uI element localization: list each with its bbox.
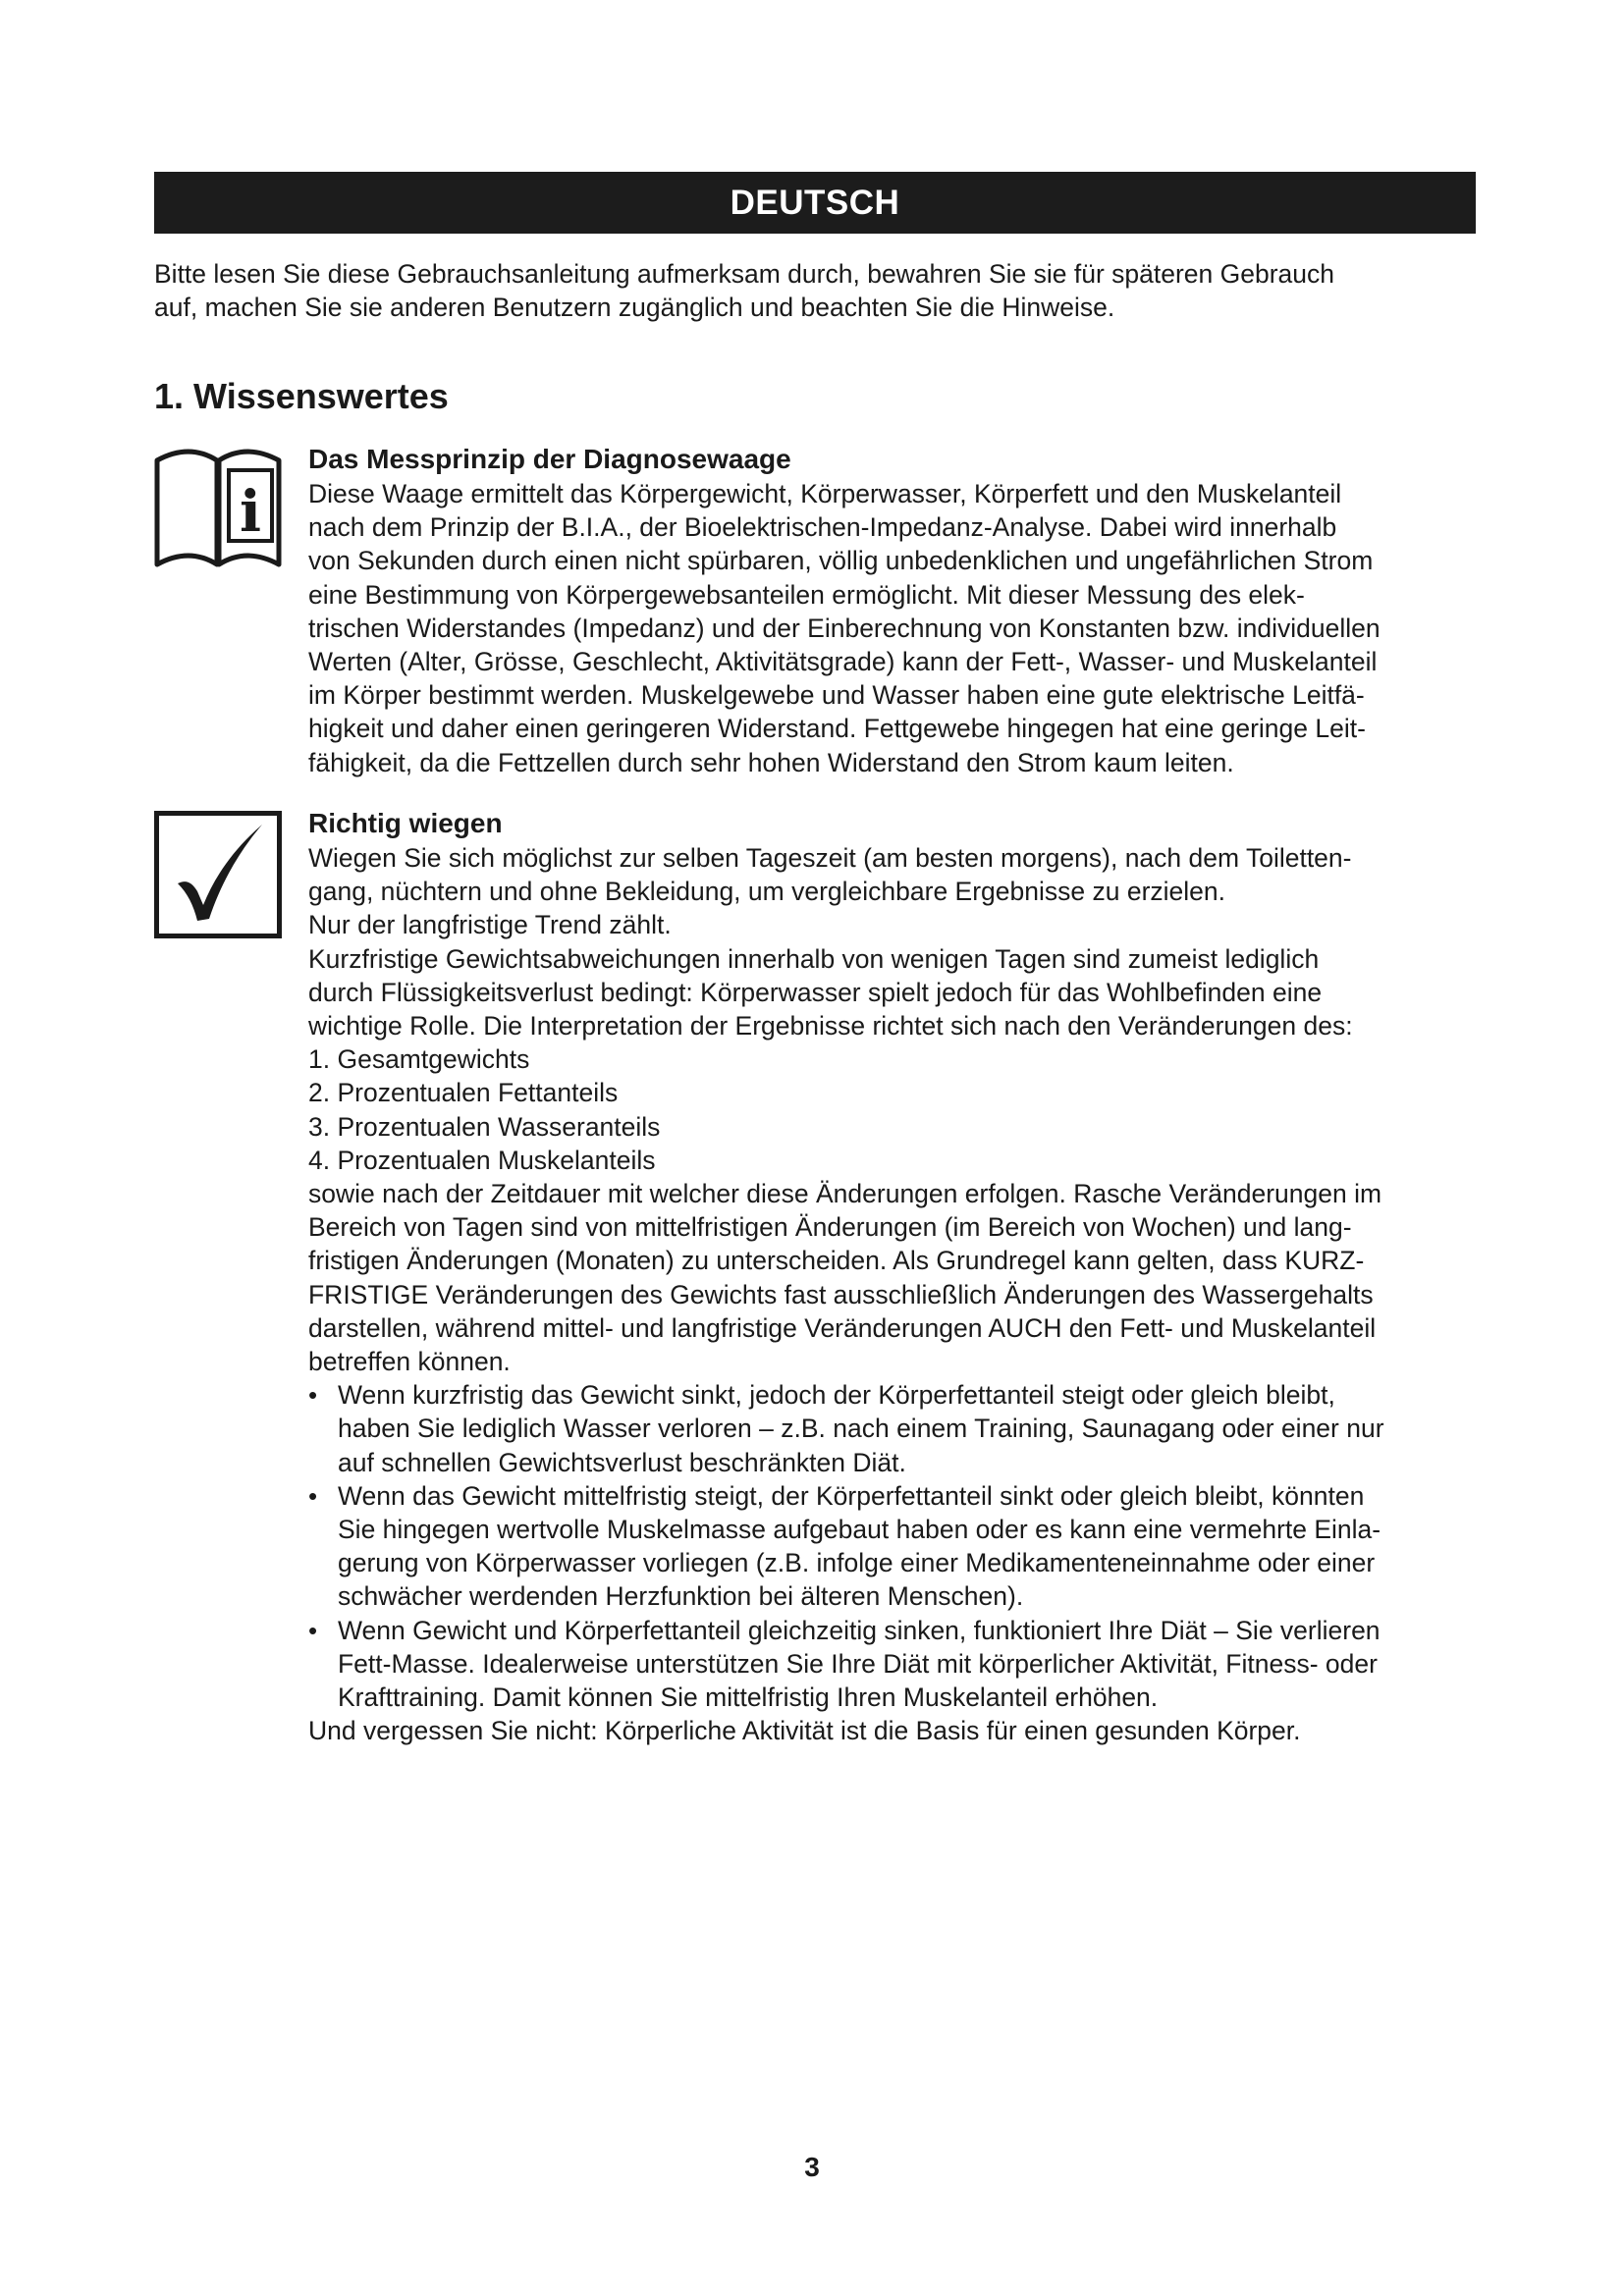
section-title: 1. Wissenswertes bbox=[154, 376, 449, 416]
bullet-item bbox=[308, 1614, 1487, 1715]
weighing-correctly-heading: Richtig wiegen bbox=[308, 808, 503, 838]
text-line: schwächer werdenden Herzfunktion bei älteren Menschen). bbox=[338, 1581, 1024, 1612]
page-number: 3 bbox=[804, 2152, 820, 2182]
closing-text bbox=[308, 1714, 1487, 1747]
text-line: FRISTIGE Veränderungen des Gewichts fast ausschließlich Änderungen des Wassergehalts bbox=[308, 1279, 1374, 1309]
text-line: Bereich von Tagen sind von mittelfristigen Änderungen (im Bereich von Wochen) und lang- bbox=[308, 1212, 1352, 1243]
numbered-item: 1. Gesamtgewichts bbox=[308, 1044, 530, 1075]
bullet-symbol: • bbox=[308, 1380, 318, 1411]
measurement-principle-section bbox=[308, 442, 1487, 779]
text-line: auf schnellen Gewichtsverlust beschränkten Diät. bbox=[338, 1447, 906, 1477]
bullet-symbol: • bbox=[308, 1480, 318, 1511]
svg-text:i: i bbox=[239, 478, 262, 545]
bullet-item bbox=[308, 1479, 1487, 1614]
measurement-principle-heading: Das Messprinzip der Diagnosewaage bbox=[308, 444, 791, 474]
text-line: Wenn Gewicht und Körperfettanteil gleichzeitig sinken, funktioniert Ihre Diät – Sie verlieren bbox=[338, 1615, 1380, 1645]
text-line: sowie nach der Zeitdauer mit welcher diese Änderungen erfolgen. Rasche Veränderungen im bbox=[308, 1179, 1382, 1209]
text-line: darstellen, während mittel- und langfristige Veränderungen AUCH den Fett- und Muskelanteil bbox=[308, 1312, 1377, 1343]
text-line: fähigkeit, da die Fettzellen durch sehr hohen Widerstand den Strom kaum leiten. bbox=[308, 747, 1234, 777]
text-line: trischen Widerstandes (Impedanz) und der Einberechnung von Konstanten bzw. individuellen bbox=[308, 613, 1380, 643]
text-line: Wenn das Gewicht mittelfristig steigt, der Körperfettanteil sinkt oder gleich bleibt, könnten bbox=[338, 1480, 1365, 1511]
text-line: Krafttraining. Damit können Sie mittelfristig Ihren Muskelanteil erhöhen. bbox=[338, 1682, 1159, 1713]
text-line: gerung von Körperwasser vorliegen (z.B. infolge einer Medikamenteneinnahme oder einer bbox=[338, 1548, 1376, 1578]
text-line: higkeit und daher einen geringeren Widerstand. Fettgewebe hingegen hat eine geringe Leit- bbox=[308, 714, 1366, 744]
checkmark-icon bbox=[154, 811, 282, 938]
text-line: nach dem Prinzip der B.I.A., der Bioelektrischen-Impedanz-Analyse. Dabei wird innerhalb bbox=[308, 512, 1337, 543]
numbered-item: 3. Prozentualen Wasseranteils bbox=[308, 1111, 661, 1142]
weighing-correctly-text bbox=[308, 841, 1487, 1378]
language-header: DEUTSCH bbox=[154, 172, 1476, 234]
intro-line: auf, machen Sie sie anderen Benutzern zugänglich und beachten Sie die Hinweise. bbox=[154, 293, 1115, 322]
text-line: betreffen können. bbox=[308, 1347, 511, 1377]
text-line: Fett-Masse. Idealerweise unterstützen Sie Ihre Diät mit körperlicher Aktivität, Fitness- oder bbox=[338, 1648, 1378, 1679]
text-line: Sie hingegen wertvolle Muskelmasse aufgebaut haben oder es kann eine vermehrte Einla- bbox=[338, 1515, 1381, 1545]
text-line: Wiegen Sie sich möglichst zur selben Tageszeit (am besten morgens), nach dem Toiletten- bbox=[308, 843, 1352, 873]
text-line: Wenn kurzfristig das Gewicht sinkt, jedoch der Körperfettanteil steigt oder gleich bleibt, bbox=[338, 1380, 1335, 1411]
bullet-symbol: • bbox=[308, 1615, 318, 1645]
numbered-item: 4. Prozentualen Muskelanteils bbox=[308, 1145, 656, 1175]
text-line: eine Bestimmung von Körpergewebsanteilen ermöglicht. Mit dieser Messung des elek- bbox=[308, 579, 1305, 610]
text-line: fristigen Änderungen (Monaten) zu unterscheiden. Als Grundregel kann gelten, dass KURZ- bbox=[308, 1246, 1365, 1276]
text-line: von Sekunden durch einen nicht spürbaren, völlig unbedenklichen und ungefährlichen Strom bbox=[308, 546, 1374, 576]
text-line: Nur der langfristige Trend zählt. bbox=[308, 910, 672, 940]
text-line: Diese Waage ermittelt das Körpergewicht, Körperwasser, Körperfett und den Muskelanteil bbox=[308, 479, 1342, 508]
intro-line: Bitte lesen Sie diese Gebrauchsanleitung aufmerksam durch, bewahren Sie sie für späteren Gebrauch bbox=[154, 259, 1335, 289]
measurement-principle-text bbox=[308, 477, 1487, 779]
info-book-icon bbox=[154, 447, 282, 574]
intro-paragraph bbox=[154, 257, 1489, 324]
text-line: Werten (Alter, Grösse, Geschlecht, Aktivitätsgrade) kann der Fett-, Wasser- und Muskelanteil bbox=[308, 647, 1378, 677]
numbered-item: 2. Prozentualen Fettanteils bbox=[308, 1078, 619, 1108]
text-line: Und vergessen Sie nicht: Körperliche Aktivität ist die Basis für einen gesunden Körper. bbox=[308, 1716, 1301, 1746]
text-line: Kurzfristige Gewichtsabweichungen innerhalb von wenigen Tagen sind zumeist lediglich bbox=[308, 943, 1320, 974]
text-line: im Körper bestimmt werden. Muskelgewebe und Wasser haben eine gute elektrische Leitfä- bbox=[308, 680, 1365, 711]
bullet-item bbox=[308, 1378, 1487, 1479]
text-line: durch Flüssigkeitsverlust bedingt: Körperwasser spielt jedoch für das Wohlbefinden eine bbox=[308, 977, 1323, 1007]
text-line: haben Sie lediglich Wasser verloren – z.B. nach einem Training, Saunagang oder einer nur bbox=[338, 1414, 1384, 1444]
text-line: gang, nüchtern und ohne Bekleidung, um vergleichbare Ergebnisse zu erzielen. bbox=[308, 877, 1225, 907]
text-line: wichtige Rolle. Die Interpretation der Ergebnisse richtet sich nach den Veränderungen des: bbox=[308, 1011, 1353, 1041]
weighing-correctly-section bbox=[308, 806, 1487, 1747]
